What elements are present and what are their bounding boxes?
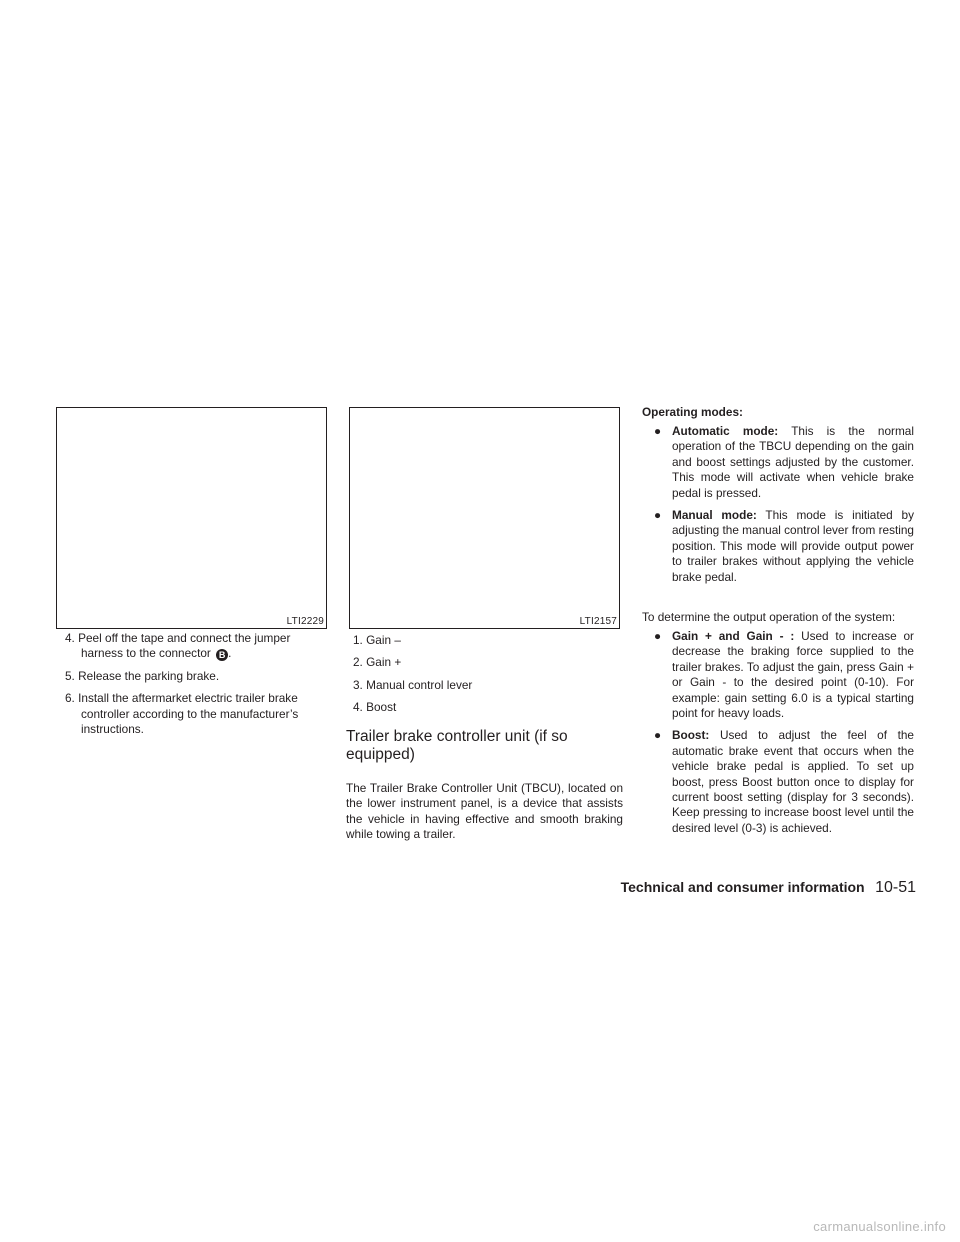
watermark: carmanualsonline.info <box>813 1219 946 1234</box>
output-term: Boost: <box>672 728 710 743</box>
step-text: Peel off the tape and connect the jumper harness to the connector <box>78 631 291 661</box>
step-text: Release the parking brake. <box>78 668 220 683</box>
section-heading: Trailer brake controller unit (if so equipped) <box>346 728 568 763</box>
legend-text: Boost <box>366 700 397 715</box>
step-tail: . <box>228 646 232 661</box>
list-item <box>353 633 623 648</box>
mode-text: This mode is initiated by adjusting the manual control lever from resting position. This mode will provide output power to trailer brakes without applying the vehicle brake pedal. <box>672 508 914 584</box>
figure-jumper-harness <box>56 407 327 629</box>
legend-text: Gain – <box>366 633 401 647</box>
list-item <box>44 669 328 684</box>
operating-modes-list <box>642 424 914 592</box>
output-text: Used to adjust the feel of the automatic brake event that occurs when the vehicle brake pedal is applied. To set up boost, press Boost button once to display for current boost setting (display for 3 seconds). Keep pressing to increase boost level until the desired level (0-3) is achieved. <box>672 728 914 835</box>
list-item <box>353 655 623 670</box>
output-text: Used to increase or decrease the braking force supplied to the trailer brakes. To adjust the gain, press Gain + or Gain - to the desired point (0-10). For example: gain setting 6.0 is a typical starting point for heavy loads. <box>672 629 914 721</box>
bullet-icon: ● <box>654 508 662 523</box>
list-item <box>353 678 623 693</box>
list-item <box>44 631 328 662</box>
list-item <box>44 691 328 737</box>
list-item <box>642 728 914 836</box>
tbcu-description: The Trailer Brake Controller Unit (TBCU), located on the lower instrument panel, is a device that assists the vehicle in having effective and smooth braking while towing a trailer. <box>346 781 623 842</box>
legend-number: 1. <box>353 633 363 647</box>
list-item <box>642 508 914 585</box>
operating-modes-heading: Operating modes: <box>642 405 743 419</box>
legend-number: 4. <box>353 700 363 715</box>
bullet-icon: ● <box>654 728 662 743</box>
page-footer <box>621 879 916 897</box>
figure-tbcu-controls <box>349 407 620 629</box>
page-number: 10-51 <box>875 879 916 896</box>
figure-legend <box>353 633 623 723</box>
legend-text: Gain + <box>366 655 402 670</box>
step-text: Install the aftermarket electric trailer brake controller according to the manufacturer’s instructions. <box>78 691 299 737</box>
mode-text: This is the normal operation of the TBCU depending on the gain and boost settings adjusted by the customer. This mode will activate when vehicle brake pedal is pressed. <box>672 424 914 500</box>
output-term: Gain + and Gain - : <box>672 629 795 643</box>
legend-number: 3. <box>353 677 363 692</box>
legend-number: 2. <box>353 655 363 670</box>
bullet-icon: ● <box>654 629 662 643</box>
step-number: 5. <box>65 668 75 683</box>
installation-steps <box>44 631 328 744</box>
list-item <box>353 700 623 715</box>
figure-code-label: LTI2157 <box>579 616 617 627</box>
bullet-icon: ● <box>654 424 662 438</box>
output-intro: To determine the output operation of the system: <box>642 610 896 624</box>
legend-text: Manual control lever <box>366 677 473 692</box>
step-number: 4. <box>65 631 75 645</box>
mode-term: Manual mode: <box>672 508 757 523</box>
connector-b-callout-icon: B <box>216 649 228 661</box>
output-settings-list <box>642 629 914 843</box>
mode-term: Automatic mode: <box>672 424 779 438</box>
footer-section-title: Technical and consumer information <box>620 879 865 895</box>
list-item <box>642 424 914 501</box>
list-item <box>642 629 914 721</box>
figure-code-label: LTI2229 <box>286 616 324 627</box>
step-number: 6. <box>65 691 75 706</box>
